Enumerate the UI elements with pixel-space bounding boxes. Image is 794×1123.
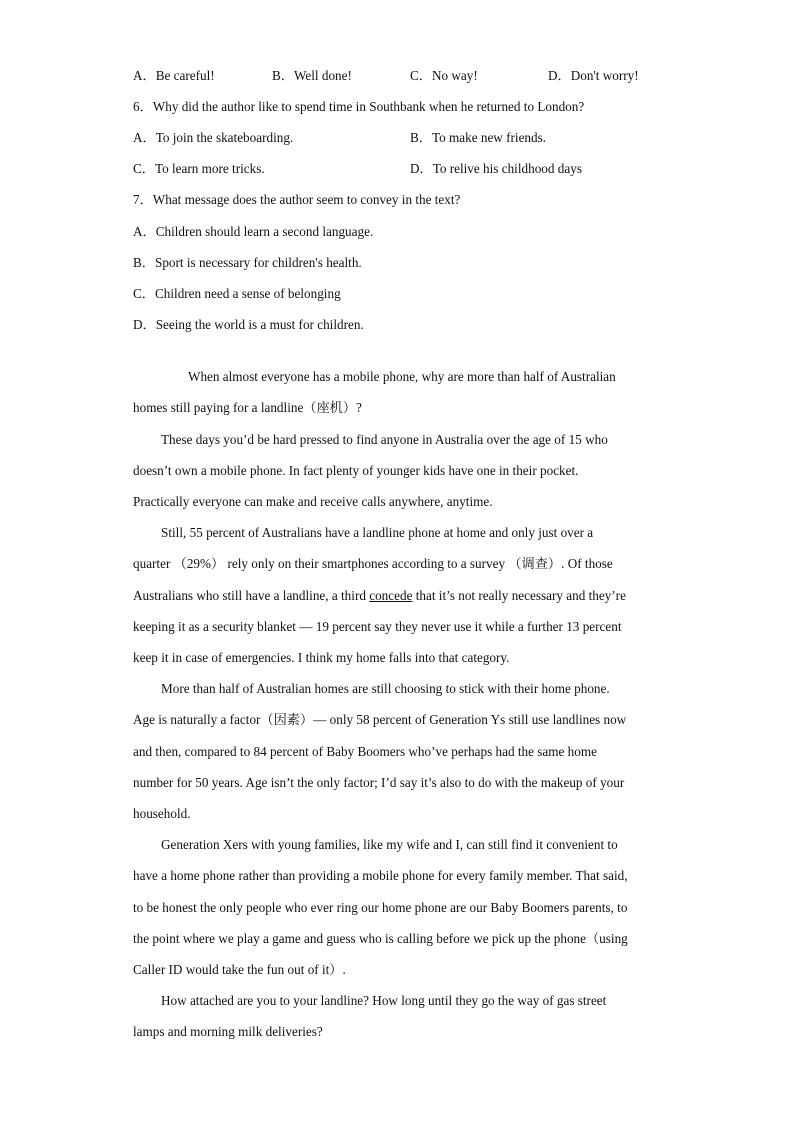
paragraph-3-line-5: household.: [133, 806, 191, 821]
q5-option-a: A．Be careful!: [133, 68, 215, 83]
paragraph-3-line-3: and then, compared to 84 percent of Baby Boomers who’ve perhaps had the same home: [133, 744, 597, 759]
paragraph-3-line-4: number for 50 years. Age isn’t the only factor; I’d say it’s also to do with the makeup of your: [133, 775, 625, 790]
paragraph-2-line-3-end: that it’s not really necessary and they’re: [412, 588, 626, 603]
paragraph-2-line-4: keeping it as a security blanket — 19 percent say they never use it while a further 13 percent: [133, 619, 622, 634]
q7-option-b: B．Sport is necessary for children's health.: [133, 255, 362, 270]
passage-title-line-2: homes still paying for a landline（座机）?: [133, 400, 362, 415]
q6-option-c: C．To learn more tricks.: [133, 161, 265, 176]
paragraph-4-line-3: to be honest the only people who ever ring our home phone are our Baby Boomers parents, to: [133, 900, 628, 915]
paragraph-2-line-1: Still, 55 percent of Australians have a landline phone at home and only just over a: [161, 525, 594, 540]
paragraph-3-line-2: Age is naturally a factor（因素）— only 58 percent of Generation Ys still use landlines now: [133, 712, 627, 727]
paragraph-4-line-1: Generation Xers with young families, like my wife and I, can still find it convenient to: [161, 837, 618, 852]
q6-option-b: B．To make new friends.: [410, 130, 547, 145]
q5-option-d: D．Don't worry!: [548, 68, 639, 83]
underlined-word-concede: concede: [369, 588, 413, 603]
paragraph-2-line-3: [133, 587, 626, 605]
paragraph-4-line-2: have a home phone rather than providing a mobile phone for every family member. That said,: [133, 868, 628, 883]
q5-option-c: C．No way!: [410, 68, 478, 83]
q6-stem: 6．Why did the author like to spend time in Southbank when he returned to London?: [133, 99, 585, 114]
q7-option-d: D．Seeing the world is a must for children.: [133, 317, 364, 332]
paragraph-1-line-2: doesn’t own a mobile phone. In fact plenty of younger kids have one in their pocket.: [133, 463, 579, 478]
q7-option-a: A．Children should learn a second language.: [133, 224, 374, 239]
paragraph-2-line-3-start: Australians who still have a landline, a third: [133, 588, 370, 603]
paragraph-5-line-1: How attached are you to your landline? How long until they go the way of gas street: [161, 993, 607, 1008]
paragraph-5-line-2: lamps and morning milk deliveries?: [133, 1024, 323, 1039]
paragraph-4-line-5: Caller ID would take the fun out of it）.: [133, 962, 346, 977]
q6-option-d: D．To relive his childhood days: [410, 161, 582, 176]
paragraph-3-line-1: More than half of Australian homes are still choosing to stick with their home phone.: [161, 681, 610, 696]
q6-option-a: A．To join the skateboarding.: [133, 130, 294, 145]
paragraph-1-line-3: Practically everyone can make and receive calls anywhere, anytime.: [133, 494, 493, 509]
paragraph-2-line-2: quarter （29%） rely only on their smartphones according to a survey （调查）. Of those: [133, 556, 613, 571]
paragraph-4-line-4: the point where we play a game and guess who is calling before we pick up the phone（using: [133, 931, 628, 946]
q7-stem: 7．What message does the author seem to convey in the text?: [133, 192, 461, 207]
paragraph-1-line-1: These days you’d be hard pressed to find anyone in Australia over the age of 15 who: [161, 432, 608, 447]
paragraph-2-line-5: keep it in case of emergencies. I think my home falls into that category.: [133, 650, 510, 665]
q5-option-b: B．Well done!: [272, 68, 352, 83]
passage-title-line-1: When almost everyone has a mobile phone, why are more than half of Australian: [188, 369, 616, 384]
q7-option-c: C．Children need a sense of belonging: [133, 286, 341, 301]
